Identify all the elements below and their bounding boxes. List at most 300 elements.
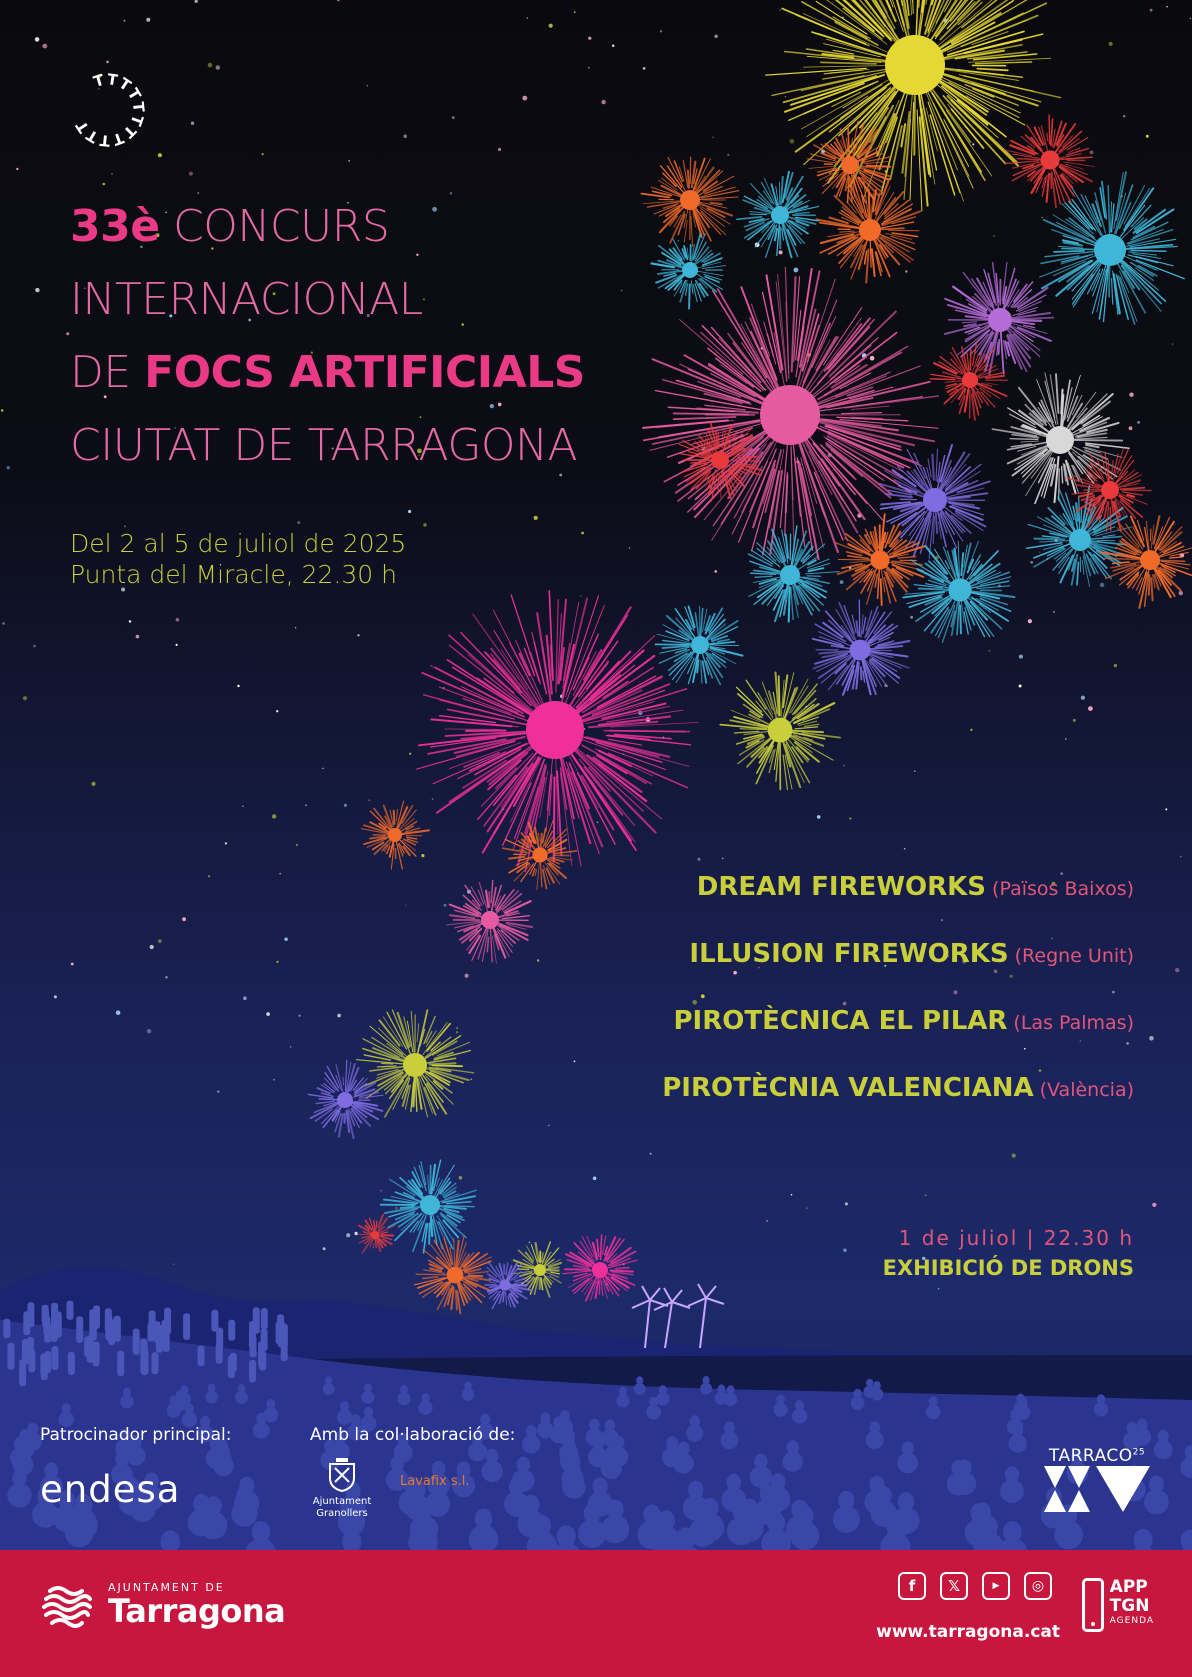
star [158, 153, 162, 157]
star [348, 160, 350, 162]
person-silhouette [766, 1487, 791, 1512]
person-silhouette [897, 1453, 918, 1474]
participant-row [662, 939, 1134, 1006]
person-silhouette [205, 1391, 218, 1404]
title-line-2: INTERNACIONAL [70, 274, 423, 325]
person-silhouette [212, 1450, 232, 1470]
person-silhouette [550, 1426, 567, 1443]
person-silhouette [10, 1448, 30, 1468]
star [116, 1010, 121, 1015]
instagram-icon[interactable]: ◎ [1024, 1572, 1052, 1600]
person-silhouette [76, 1316, 83, 1343]
person-silhouette [198, 1346, 205, 1367]
star [276, 710, 278, 712]
star [904, 848, 906, 850]
burst-core [403, 1053, 427, 1077]
star [35, 37, 40, 42]
person-silhouette [866, 1431, 884, 1449]
person-silhouette [586, 1428, 604, 1446]
title-concurs: CONCURS [159, 201, 390, 252]
burst-core [1140, 550, 1160, 570]
star [1081, 696, 1085, 700]
person-silhouette [686, 1425, 703, 1442]
star [408, 510, 411, 513]
star [1073, 719, 1076, 722]
burst-core [1046, 426, 1074, 454]
drone-show-time: 1 de juliol | 22.30 h [898, 1226, 1134, 1250]
star [432, 798, 434, 800]
star [522, 96, 527, 101]
participant-origin: (Las Palmas) [1013, 1012, 1134, 1034]
burst-core [420, 1195, 440, 1215]
star [147, 1029, 151, 1033]
star [1146, 135, 1149, 138]
person-silhouette [646, 1405, 661, 1420]
x-icon[interactable]: 𝕏 [940, 1572, 968, 1600]
burst-core [481, 911, 499, 929]
person-silhouette [609, 1447, 629, 1467]
star [1065, 738, 1067, 740]
star [150, 945, 154, 949]
star [601, 100, 605, 104]
logo-t-glyph: T [115, 74, 135, 95]
main-sponsor-label: Patrocinador principal: [40, 1425, 232, 1445]
burst-core [526, 701, 584, 759]
logo-t-glyph: T [106, 70, 119, 90]
star [176, 644, 178, 646]
event-dates: Del 2 al 5 de juliol de 2025 [70, 529, 407, 558]
logo-t-glyph: T [110, 128, 127, 149]
star [1179, 591, 1183, 595]
person-silhouette [462, 1388, 475, 1401]
firework-burst [720, 673, 840, 790]
person-silhouette [562, 1475, 585, 1498]
star [1137, 421, 1140, 424]
star [225, 842, 227, 844]
star [279, 873, 281, 875]
star [727, 154, 729, 156]
star [284, 938, 287, 941]
star [925, 1195, 927, 1197]
event-details [70, 528, 406, 590]
granollers-text: Ajuntament Granollers [312, 1496, 372, 1519]
ajuntament-small-text: AJUNTAMENT DE [108, 1580, 225, 1594]
star [189, 172, 193, 176]
event-place-time: Punta del Miracle, 22.30 h [70, 560, 397, 589]
firework-burst [361, 801, 428, 869]
participant-name: PIROTÈCNIA VALENCIANA [662, 1073, 1034, 1103]
person-silhouette [721, 1431, 739, 1449]
person-silhouette [68, 1352, 75, 1375]
person-silhouette [522, 1435, 540, 1453]
star [195, 0, 198, 3]
star [290, 1046, 292, 1048]
star [295, 627, 296, 628]
logo-t-glyph: T [98, 130, 111, 150]
firework-burst [656, 606, 743, 684]
star [989, 650, 991, 652]
person-silhouette [715, 1392, 728, 1405]
participant-name: PIROTÈCNICA EL PILAR [673, 1006, 1008, 1036]
tarraco-superscript: 25 [1132, 1447, 1146, 1458]
star [1, 409, 3, 411]
person-silhouette [28, 1350, 35, 1373]
star [1165, 808, 1167, 810]
firework-burst [737, 172, 819, 257]
star [367, 85, 368, 86]
participants-list [662, 872, 1134, 1140]
firework-burst [563, 1235, 637, 1301]
star [791, 1194, 793, 1196]
person-silhouette [69, 1509, 96, 1536]
star [176, 618, 180, 622]
person-silhouette [662, 1447, 682, 1467]
firework-burst [641, 157, 738, 246]
star [817, 815, 821, 819]
person-silhouette [864, 1490, 889, 1515]
tarraco-xxv-icon [1044, 1466, 1150, 1512]
star [970, 729, 972, 731]
person-silhouette [504, 1492, 529, 1517]
star [588, 37, 591, 40]
person-silhouette [183, 1313, 190, 1340]
festival-logo-icon [68, 70, 148, 150]
star [849, 818, 851, 820]
app-tgn-agenda[interactable] [1082, 1578, 1154, 1632]
star [23, 696, 27, 700]
star [1114, 664, 1117, 667]
person-silhouette [277, 1314, 284, 1338]
person-silhouette [133, 1329, 140, 1355]
granollers-shield-icon [327, 1458, 357, 1492]
star [129, 620, 132, 623]
endesa-logo: endesa [40, 1468, 181, 1511]
burst-core [988, 308, 1012, 332]
person-silhouette [736, 1514, 764, 1542]
person-silhouette [19, 1359, 26, 1386]
title-focs-artificials: FOCS ARTIFICIALS [144, 347, 585, 398]
star [1109, 42, 1113, 46]
participant-row [662, 1006, 1134, 1073]
star [588, 67, 590, 69]
star [35, 288, 39, 292]
person-silhouette [425, 1492, 450, 1517]
star [785, 96, 786, 97]
burst-core [948, 578, 971, 601]
star [173, 1264, 174, 1265]
burst-core [859, 219, 881, 241]
star [910, 616, 913, 619]
star [870, 356, 875, 361]
star [1028, 619, 1032, 623]
star [714, 35, 717, 38]
burst-core [534, 1264, 546, 1276]
star [1012, 1154, 1016, 1158]
star [33, 645, 36, 648]
participant-name: ILLUSION FIREWORKS [689, 939, 1009, 969]
palm-trees [632, 1284, 724, 1348]
person-silhouette [1000, 1479, 1024, 1503]
star [346, 1233, 350, 1237]
star [243, 996, 247, 1000]
star [780, 9, 781, 10]
person-silhouette [231, 1500, 257, 1526]
star [421, 854, 424, 857]
phone-icon [1082, 1578, 1104, 1632]
star [714, 570, 717, 573]
firework-burst [903, 541, 1014, 642]
logo-t-glyph: T [72, 117, 93, 137]
star [678, 240, 679, 241]
person-silhouette [578, 1519, 607, 1548]
person-silhouette [52, 1346, 59, 1370]
star [581, 532, 584, 535]
logo-t-glyph: T [119, 121, 140, 142]
star [470, 1078, 472, 1080]
burst-core [760, 385, 820, 445]
star [629, 547, 631, 549]
star [660, 30, 662, 32]
person-silhouette [249, 1321, 256, 1346]
person-silhouette [1009, 1434, 1027, 1452]
burst-core [337, 1092, 353, 1108]
star [845, 1202, 848, 1205]
star [272, 814, 276, 818]
burst-core [768, 718, 793, 743]
star [354, 1232, 357, 1235]
star [403, 134, 407, 138]
website-link[interactable]: www.tarragona.cat [876, 1622, 1060, 1642]
burst-core [1094, 234, 1126, 266]
star [1039, 552, 1040, 553]
title-line-1 [70, 190, 585, 263]
star [766, 1220, 768, 1222]
star [914, 770, 916, 772]
star [323, 1247, 326, 1250]
burst-core [962, 372, 978, 388]
star [452, 116, 455, 119]
edition-number: 33è [70, 201, 160, 252]
star [54, 995, 57, 998]
burst-core [592, 1262, 608, 1278]
star [593, 1177, 597, 1181]
star [643, 67, 646, 70]
person-silhouette [393, 1443, 412, 1462]
tarraco-label [1042, 1446, 1152, 1466]
person-silhouette [750, 1466, 772, 1488]
star [1150, 9, 1153, 12]
person-silhouette [93, 1305, 100, 1329]
star [698, 858, 701, 861]
firework-burst [930, 343, 1007, 420]
star [16, 168, 18, 170]
star [459, 1176, 463, 1180]
star [972, 143, 974, 145]
star [1100, 583, 1104, 587]
firework-burst [1005, 115, 1095, 207]
person-silhouette [926, 1405, 941, 1420]
person-silhouette [105, 1314, 112, 1341]
collaboration-label: Amb la col·laboració de: [310, 1425, 516, 1445]
star [584, 728, 586, 730]
person-silhouette [44, 1351, 51, 1373]
person-silhouette [67, 1301, 74, 1320]
person-silhouette [965, 1519, 994, 1548]
person-silhouette [947, 1473, 970, 1496]
star [266, 1012, 270, 1016]
burst-core [532, 847, 547, 862]
burst-core [1040, 150, 1059, 169]
person-silhouette [892, 1507, 919, 1534]
burst-core [870, 550, 889, 569]
person-silhouette [84, 1337, 91, 1357]
star [993, 235, 995, 237]
star [1166, 6, 1168, 8]
app-line-2: TGN [1109, 1596, 1150, 1616]
person-silhouette [153, 1321, 160, 1343]
star [158, 939, 161, 942]
star [1053, 611, 1055, 613]
participant-row [662, 872, 1134, 939]
star [165, 976, 167, 978]
star [369, 800, 370, 801]
youtube-icon[interactable]: ▶ [982, 1572, 1010, 1600]
person-silhouette [721, 1488, 746, 1513]
person-silhouette [263, 1407, 278, 1422]
star [574, 11, 576, 13]
person-silhouette [616, 1394, 629, 1407]
person-silhouette [851, 1396, 865, 1410]
star [465, 974, 469, 978]
star [337, 1014, 341, 1018]
burst-core [691, 636, 709, 654]
person-silhouette [253, 1422, 270, 1439]
logo-t-glyph: T [128, 100, 148, 113]
participant-origin: (Regne Unit) [1014, 945, 1134, 967]
burst-core [711, 451, 729, 469]
firework-burst [813, 600, 910, 695]
person-silhouette [1094, 1402, 1108, 1416]
star [1149, 1036, 1154, 1041]
person-silhouette [783, 1451, 803, 1471]
star [612, 44, 615, 47]
participant-row [662, 1073, 1134, 1140]
drone-show [883, 1226, 1134, 1280]
star [1123, 115, 1125, 117]
person-silhouette [588, 1491, 613, 1516]
person-silhouette [337, 1410, 352, 1425]
person-silhouette [93, 1342, 100, 1367]
poster-title [70, 190, 585, 482]
star [1030, 561, 1033, 564]
star [71, 963, 74, 966]
firework-burst [417, 591, 699, 872]
star [456, 1027, 458, 1029]
star [1175, 968, 1179, 972]
star [1042, 217, 1043, 218]
ajuntament-logo[interactable] [40, 1577, 285, 1631]
star [136, 635, 140, 639]
firework-burst [1040, 172, 1185, 324]
person-silhouette [249, 1360, 256, 1383]
lavafix-logo: Lavafix s.l. [400, 1474, 470, 1489]
star [1006, 362, 1007, 363]
ajuntament-text [108, 1581, 285, 1628]
person-silhouette [120, 1395, 134, 1409]
burst-core [388, 828, 402, 842]
facebook-icon[interactable]: f [898, 1572, 926, 1600]
star [574, 1061, 576, 1063]
star [712, 137, 713, 138]
social-links [898, 1572, 1052, 1600]
star [262, 153, 264, 155]
star [237, 685, 239, 687]
burst-core [1101, 481, 1119, 499]
person-silhouette [164, 1308, 171, 1335]
person-silhouette [1154, 1440, 1173, 1459]
star [242, 806, 244, 808]
star [42, 44, 47, 49]
firework-burst [381, 1160, 477, 1253]
tarraco-25-logo [1042, 1446, 1152, 1516]
star [1129, 426, 1133, 430]
person-silhouette [833, 1506, 860, 1533]
star [297, 521, 300, 524]
star [843, 1249, 846, 1252]
star [938, 1288, 940, 1290]
star [409, 753, 411, 755]
star [405, 905, 406, 906]
star [722, 858, 724, 860]
star [534, 516, 538, 520]
person-silhouette [230, 1353, 237, 1372]
star [527, 17, 528, 18]
person-silhouette [261, 1328, 268, 1351]
star [529, 1242, 531, 1244]
star [1180, 856, 1182, 858]
star [273, 1079, 275, 1081]
granollers-logo [307, 1458, 377, 1520]
star [182, 917, 186, 921]
star [296, 844, 298, 846]
burst-core [371, 1231, 380, 1240]
star [621, 290, 623, 292]
person-silhouette [7, 1483, 31, 1507]
star [276, 961, 278, 963]
person-silhouette [42, 1309, 49, 1327]
person-silhouette [773, 1402, 787, 1416]
drone-show-title: EXHIBICIÓ DE DRONS [882, 1256, 1134, 1280]
star [444, 904, 447, 907]
star [1190, 18, 1191, 19]
person-silhouette [512, 1469, 535, 1492]
star [456, 1031, 458, 1033]
star [106, 61, 109, 64]
star [1129, 393, 1133, 397]
star [146, 18, 150, 22]
star [305, 804, 307, 806]
person-silhouette [864, 1385, 876, 1397]
star [794, 268, 799, 273]
star [91, 782, 95, 786]
participant-origin: (Països Baixos) [992, 878, 1134, 900]
burst-core [885, 35, 945, 95]
burst-core [682, 262, 698, 278]
burst-core [1069, 529, 1091, 551]
burst-core [447, 1267, 464, 1284]
person-silhouette [188, 1509, 215, 1536]
firework-burst [652, 234, 726, 309]
